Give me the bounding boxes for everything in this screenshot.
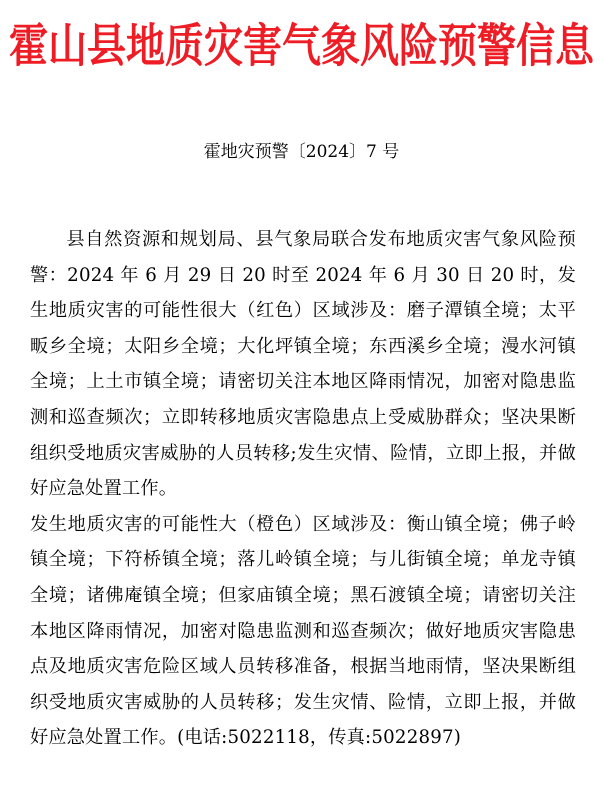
document-title: 霍山县地质灾害气象风险预警信息 <box>8 18 594 74</box>
document-number: 霍地灾预警〔2024〕7 号 <box>203 142 400 162</box>
paragraph-orange-warning: 发生地质灾害的可能性大（橙色）区域涉及：衡山镇全境；佛子岭镇全境；下符桥镇全境；落儿岭镇全境；与儿街镇全境；单龙寺镇全境；诸佛庵镇全境；但家庙镇全境；黑石渡镇全境；请密切关注本地区降雨情况，加密对隐患监测和巡查频次；做好地质灾害隐患点及地质灾害危险区域人员转移准备，根据当地雨情，坚决果断组织受地质灾害威胁的人员转移；发生灾情、险情，立即上报，并做好应急处置工作。(电话:5022118，传真:5022897) <box>30 513 576 749</box>
masthead <box>0 2 603 90</box>
document-body <box>30 222 576 756</box>
paragraph-red-warning: 县自然资源和规划局、县气象局联合发布地质灾害气象风险预警：2024 年 6 月 29 日 20 时至 2024 年 6 月 30 日 20 时，发生地质灾害的可能性很大（红色）区域涉及：磨子潭镇全境；太平畈乡全境；太阳乡全境；大化坪镇全境；东西溪乡全境；漫水河镇全境；上土市镇全境；请密切关注本地区降雨情况，加密对隐患监测和巡查频次；立即转移地质灾害隐患点上受威胁群众；坚决果断组织受地质灾害威胁的人员转移;发生灾情、险情，立即上报，并做好应急处置工作。 <box>30 229 576 500</box>
